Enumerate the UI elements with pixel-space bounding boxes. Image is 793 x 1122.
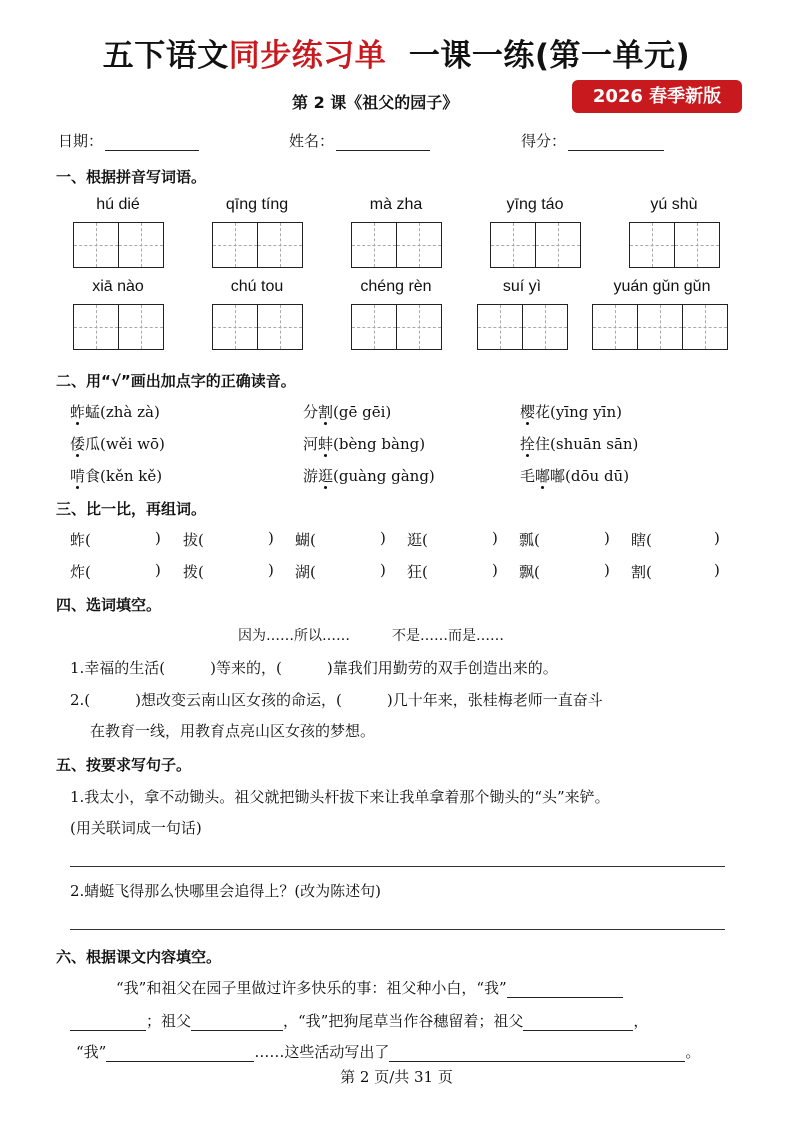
sentence-question-2: 2.蜻蜓飞得那么快哪里会追得上？(改为陈述句)	[70, 882, 382, 900]
char-box[interactable]	[396, 222, 442, 268]
compare-close: )	[714, 529, 720, 547]
pinyin-label: suí yì	[502, 278, 542, 295]
char-box[interactable]	[118, 304, 164, 350]
choose-question-2-cont: 在教育一线，用教育点亮山区女孩的梦想。	[90, 722, 376, 740]
fill-blank[interactable]	[523, 1015, 633, 1031]
writing-grid[interactable]	[592, 304, 728, 350]
section-3-heading: 三、比一比，再组词。	[56, 500, 207, 518]
pinyin-label: mà zha	[369, 196, 423, 213]
date-blank[interactable]	[105, 135, 199, 151]
fill-paragraph-line-3: “我” ……这些活动写出了 。	[76, 1043, 701, 1061]
word-options: 因为……所以…… 不是……而是……	[238, 628, 504, 644]
dotted-char: 割	[318, 403, 334, 421]
writing-grid[interactable]	[351, 222, 442, 268]
score-field	[521, 130, 664, 151]
reading-item: 拴住(shuān sān)	[520, 435, 639, 453]
reading-item: 游逛(guàng gàng)	[303, 467, 435, 485]
section-5-heading: 五、按要求写句子。	[56, 756, 192, 774]
writing-grid[interactable]	[351, 304, 442, 350]
char-box[interactable]	[257, 304, 303, 350]
pinyin-label: xiā nào	[92, 278, 144, 295]
compare-open: 炸(	[70, 563, 91, 581]
name-field	[289, 130, 430, 151]
compare-open: 拔(	[183, 531, 204, 549]
char-box[interactable]	[522, 304, 568, 350]
fill-blank[interactable]	[106, 1046, 254, 1062]
fill-paragraph-line-2: ；祖父 ，“我”把狗尾草当作谷穗留着；祖父 ，	[70, 1010, 648, 1031]
char-box[interactable]	[351, 222, 397, 268]
pinyin-label: yuán gǔn gǔn	[613, 278, 711, 295]
title-highlight: 同步练习单	[228, 38, 387, 74]
dotted-char: 蚌	[318, 435, 334, 453]
compare-open: 狂(	[407, 563, 428, 581]
writing-grid[interactable]	[629, 222, 720, 268]
compare-open: 瞎(	[631, 531, 652, 549]
compare-close: )	[380, 529, 386, 547]
fill-paragraph-line-1: “我”和祖父在园子里做过许多快乐的事：祖父种小白，“我”	[116, 977, 623, 998]
char-box[interactable]	[535, 222, 581, 268]
section-4-heading: 四、选词填空。	[56, 596, 162, 614]
compare-close: )	[268, 561, 274, 579]
char-box[interactable]	[212, 222, 258, 268]
pinyin-label: qīng tíng	[225, 196, 289, 213]
char-box[interactable]	[477, 304, 523, 350]
fill-blank[interactable]	[389, 1046, 685, 1062]
reading-item: 樱花(yīng yīn)	[520, 403, 622, 421]
fill-blank[interactable]	[191, 1015, 283, 1031]
date-field	[58, 130, 199, 151]
writing-grid[interactable]	[477, 304, 568, 350]
char-box[interactable]	[257, 222, 303, 268]
compare-open: 蝴(	[295, 531, 316, 549]
name-label: 姓名：	[289, 132, 335, 150]
date-label: 日期：	[58, 132, 104, 150]
char-box[interactable]	[682, 304, 728, 350]
char-box[interactable]	[351, 304, 397, 350]
reading-item: 分割(gē gēi)	[303, 403, 392, 421]
lesson-subtitle: 第 2 课《祖父的园子》	[292, 93, 459, 112]
pinyin-label: chú tou	[230, 278, 284, 295]
worksheet-title	[0, 30, 793, 75]
compare-open: 割(	[631, 563, 652, 581]
compare-close: )	[492, 529, 498, 547]
writing-grid[interactable]	[212, 304, 303, 350]
compare-close: )	[268, 529, 274, 547]
section-6-heading: 六、根据课文内容填空。	[56, 948, 222, 966]
reading-item: 蚱蜢(zhà zà)	[70, 403, 160, 421]
choose-question-1: 1.幸福的生活( )等来的，( )靠我们用勤劳的双手创造出来的。	[70, 659, 558, 677]
dotted-char: 倭	[70, 435, 86, 453]
fill-blank[interactable]	[507, 982, 623, 998]
dotted-char: 嘟	[535, 467, 551, 485]
dotted-char: 拴	[520, 435, 536, 453]
reading-item: 河蚌(bèng bàng)	[303, 435, 426, 453]
title-tail: 一课一练(第一单元)	[408, 38, 691, 74]
compare-open: 湖(	[295, 563, 316, 581]
compare-open: 逛(	[407, 531, 428, 549]
choose-question-2: 2.( )想改变云南山区女孩的命运，( )几十年来，张桂梅老师一直奋斗	[70, 691, 603, 709]
edition-badge: 2026 春季新版	[572, 80, 742, 113]
char-box[interactable]	[674, 222, 720, 268]
compare-close: )	[380, 561, 386, 579]
char-box[interactable]	[73, 222, 119, 268]
writing-grid[interactable]	[490, 222, 581, 268]
char-box[interactable]	[212, 304, 258, 350]
compare-close: )	[604, 561, 610, 579]
answer-line[interactable]	[70, 929, 725, 930]
compare-open: 瓢(	[519, 531, 540, 549]
score-label: 得分：	[521, 132, 567, 150]
dotted-char: 啃	[70, 467, 86, 485]
dotted-char: 蚱	[70, 403, 86, 421]
compare-close: )	[714, 561, 720, 579]
reading-item: 倭瓜(wěi wō)	[70, 435, 165, 453]
section-2-heading: 二、用“√”画出加点字的正确读音。	[56, 372, 296, 390]
section-1-heading: 一、根据拼音写词语。	[56, 168, 207, 186]
reading-item: 啃食(kěn kě)	[70, 467, 163, 485]
reading-item: 毛嘟嘟(dōu dū)	[520, 467, 630, 485]
pinyin-label: yīng táo	[506, 196, 564, 213]
sentence-question-1-note: (用关联词成一句话)	[70, 819, 202, 837]
char-box[interactable]	[629, 222, 675, 268]
dotted-char: 樱	[520, 403, 536, 421]
answer-line[interactable]	[70, 866, 725, 867]
char-box[interactable]	[592, 304, 638, 350]
page-number: 第 2 页/共 31 页	[340, 1068, 453, 1086]
writing-grid[interactable]	[73, 222, 164, 268]
char-box[interactable]	[490, 222, 536, 268]
compare-open: 飘(	[519, 563, 540, 581]
compare-open: 拨(	[183, 563, 204, 581]
title-prefix: 五下语文	[102, 38, 229, 74]
char-box[interactable]	[637, 304, 683, 350]
compare-close: )	[492, 561, 498, 579]
name-blank[interactable]	[336, 135, 430, 151]
char-box[interactable]	[396, 304, 442, 350]
compare-close: )	[604, 529, 610, 547]
compare-open: 蚱(	[70, 531, 91, 549]
writing-grid[interactable]	[212, 222, 303, 268]
pinyin-label: chéng rèn	[360, 278, 432, 295]
pinyin-label: hú dié	[96, 196, 140, 213]
sentence-question-1: 1.我太小，拿不动锄头。祖父就把锄头杆拔下来让我单拿着那个锄头的“头”来铲。	[70, 788, 610, 806]
char-box[interactable]	[73, 304, 119, 350]
pinyin-label: yú shù	[650, 196, 698, 213]
dotted-char: 逛	[318, 467, 334, 485]
char-box[interactable]	[118, 222, 164, 268]
compare-close: )	[155, 561, 161, 579]
writing-grid[interactable]	[73, 304, 164, 350]
score-blank[interactable]	[568, 135, 664, 151]
compare-close: )	[155, 529, 161, 547]
fill-blank[interactable]	[70, 1015, 146, 1031]
